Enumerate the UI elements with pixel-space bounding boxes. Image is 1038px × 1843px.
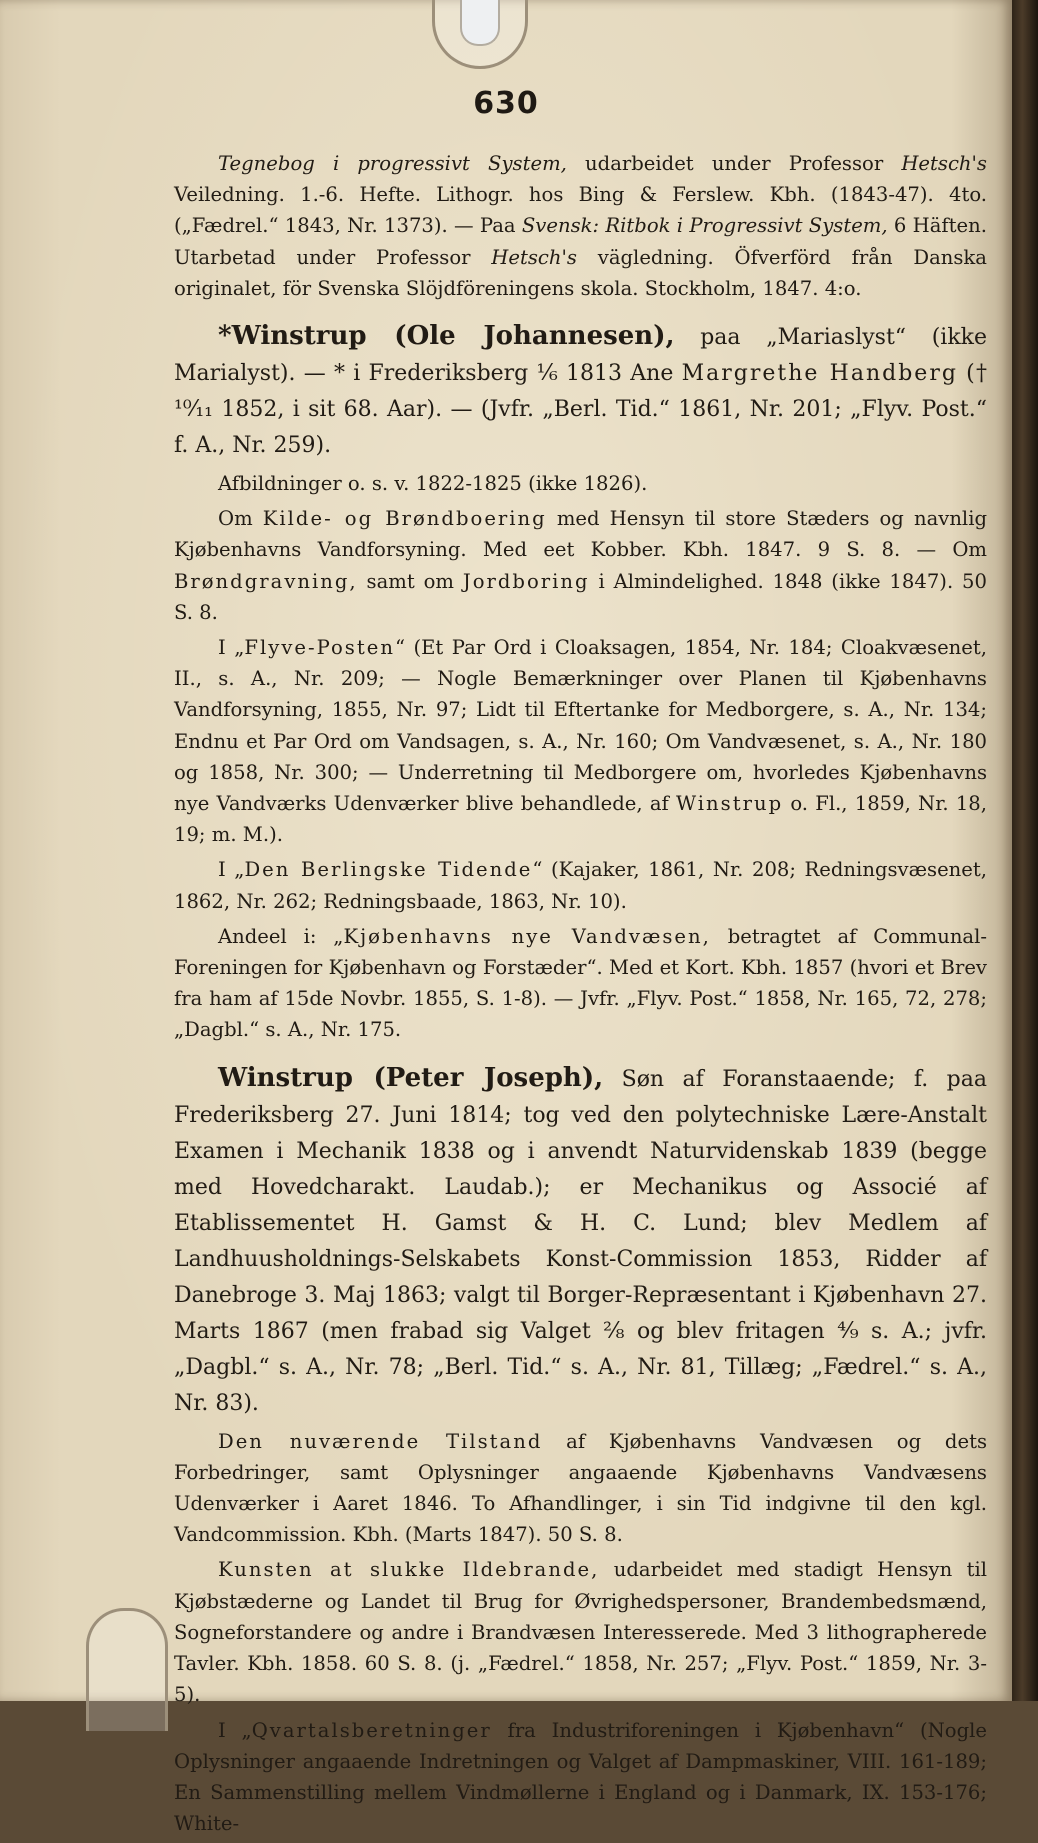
- person-name: Winstrup (Peter Joseph),: [218, 1062, 604, 1093]
- page-text: [174, 148, 987, 1843]
- page-number: 630: [473, 86, 539, 121]
- entry-paragraph: Andeel i: „Kjøbenhavns nye Vandvæsen, betragtet af Communal-Foreningen for Kjøbenhavn og Forstæder“. Med et Kort. Kbh. 1857 (hvori et Brev fra ham af 15de Novbr. 1855, S. 1-8). — Jvfr. „Flyv. Post.“ 1858, Nr. 165, 72, 278; „Dagbl.“ s. A., Nr. 175.: [174, 924, 988, 1042]
- entry-heading-ole: *Winstrup (Ole Johannesen), paa „Mariaslyst“ (ikke Marialyst). — * i Frederiksberg ¹⁄₆ 1813 Ane Margrethe Handberg († ¹⁰⁄₁₁ 1852, i sit 68. Aar). — (Jvfr. „Berl. Tid.“ 1861, Nr. 201; „Flyv. Post.“ f. A., Nr. 259).: [174, 321, 988, 459]
- book-spine: [1012, 0, 1038, 1701]
- entry-tegnebog: Tegnebog i progressivt System, udarbeidet under Professor Hetsch's Veiledning. 1.-6. Hefte. Lithogr. hos Bing & Ferslew. Kbh. (1843-47). 4to. („Fædrel.“ 1843, Nr. 1373). — Paa Svensk: Ritbok i Progressivt System, 6 Häften. Utarbetad under Professor Hetsch's vägledning. Öfverförd från Danska originalet, för Svenska Slöjdföreningens skola. Stockholm, 1847. 4:o.: [174, 152, 987, 300]
- title: Tegnebog i progressivt System,: [218, 152, 567, 175]
- person-name: *Winstrup (Ole Johannesen),: [218, 321, 675, 352]
- page-clip-tab: [460, 0, 500, 46]
- entry-paragraph: I „Qvartalsberetninger fra Industriforeningen i Kjøbenhavn“ (Nogle Oplysninger angaaende Indretningen og Valget af Dampmaskiner, VIII. 161-189; En Sammenstilling mellem Vindmøllerne i England og i Danmark, IX. 153-176; White-: [174, 1718, 987, 1836]
- entry-paragraph: Den nuværende Tilstand af Kjøbenhavns Vandvæsen og dets Forbedringer, samt Oplysninger angaaende Kjøbenhavns Vandvæsens Udenværker i Aaret 1846. To Afhandlinger, i sin Tid indgivne til den kgl. Vandcommission. Kbh. (Marts 1847). 50 S. 8.: [174, 1429, 987, 1547]
- entry-paragraph: I „Flyve-Posten“ (Et Par Ord i Cloaksagen, 1854, Nr. 184; Cloakvæsenet, II., s. A., Nr. 209; — Nogle Bemærkninger over Planen til Kjøbenhavns Vandforsyning, 1855, Nr. 97; Lidt til Eftertanke for Medborgere, s. A., Nr. 134; Endnu et Par Ord om Vandsagen, s. A., Nr. 160; Om Vandvæsenet, s. A., Nr. 180 og 1858, Nr. 300; — Underretning til Medborgere om, hvorledes Kjøbenhavns nye Vandværks Udenværker blive behandlede, af Winstrup o. Fl., 1859, Nr. 18, 19; m. M.).: [174, 636, 988, 847]
- entry-paragraph: Afbildninger o. s. v. 1822-1825 (ikke 1826).: [218, 472, 648, 496]
- entry-paragraph: Om Kilde- og Brøndboering med Hensyn til store Stæders og navnlig Kjøbenhavns Vandforsyning. Med eet Kobber. Kbh. 1847. 9 S. 8. — Om Brøndgravning, samt om Jordboring i Almindelighed. 1848 (ikke 1847). 50 S. 8.: [174, 507, 988, 624]
- entry-paragraph: I „Den Berlingske Tidende“ (Kajaker, 1861, Nr. 208; Redningsvæsenet, 1862, Nr. 262; Redningsbaade, 1863, Nr. 10).: [174, 858, 987, 913]
- page-clip-bottom: [86, 1608, 168, 1731]
- entry-paragraph: Kunsten at slukke Ildebrande, udarbeidet med stadigt Hensyn til Kjøbstæderne og Landet til Brug for Øvrighedspersoner, Brandembedsmænd, Sogneforstandere og andre i Brandvæsen Interesserede. Med 3 lithographerede Tavler. Kbh. 1858. 60 S. 8. (j. „Fædrel.“ 1858, Nr. 257; „Flyv. Post.“ 1859, Nr. 3-5).: [174, 1558, 987, 1707]
- entry-heading-peter: Winstrup (Peter Joseph), Søn af Foranstaaende; f. paa Frederiksberg 27. Juni 1814; tog ved den polytechniske Lære-Anstalt Examen i Mechanik 1838 og i anvendt Naturvidenskab 1839 (begge med Hovedcharakt. Laudab.); er Mechanikus og Associé af Etablissementet H. Gamst & H. C. Lund; blev Medlem af Landhuusholdnings-Selskabets Konst-Commission 1853, Ridder af Danebroge 3. Maj 1863; valgt til Borger-Repræsentant i Kjøbenhavn 27. Marts 1867 (men frabad sig Valget ²⁄₈ og blev fritagen ⁴⁄₉ s. A.; jvfr. „Dagbl.“ s. A., Nr. 78; „Berl. Tid.“ s. A., Nr. 81, Tillæg; „Fædrel.“ s. A., Nr. 83).: [174, 1062, 987, 1416]
